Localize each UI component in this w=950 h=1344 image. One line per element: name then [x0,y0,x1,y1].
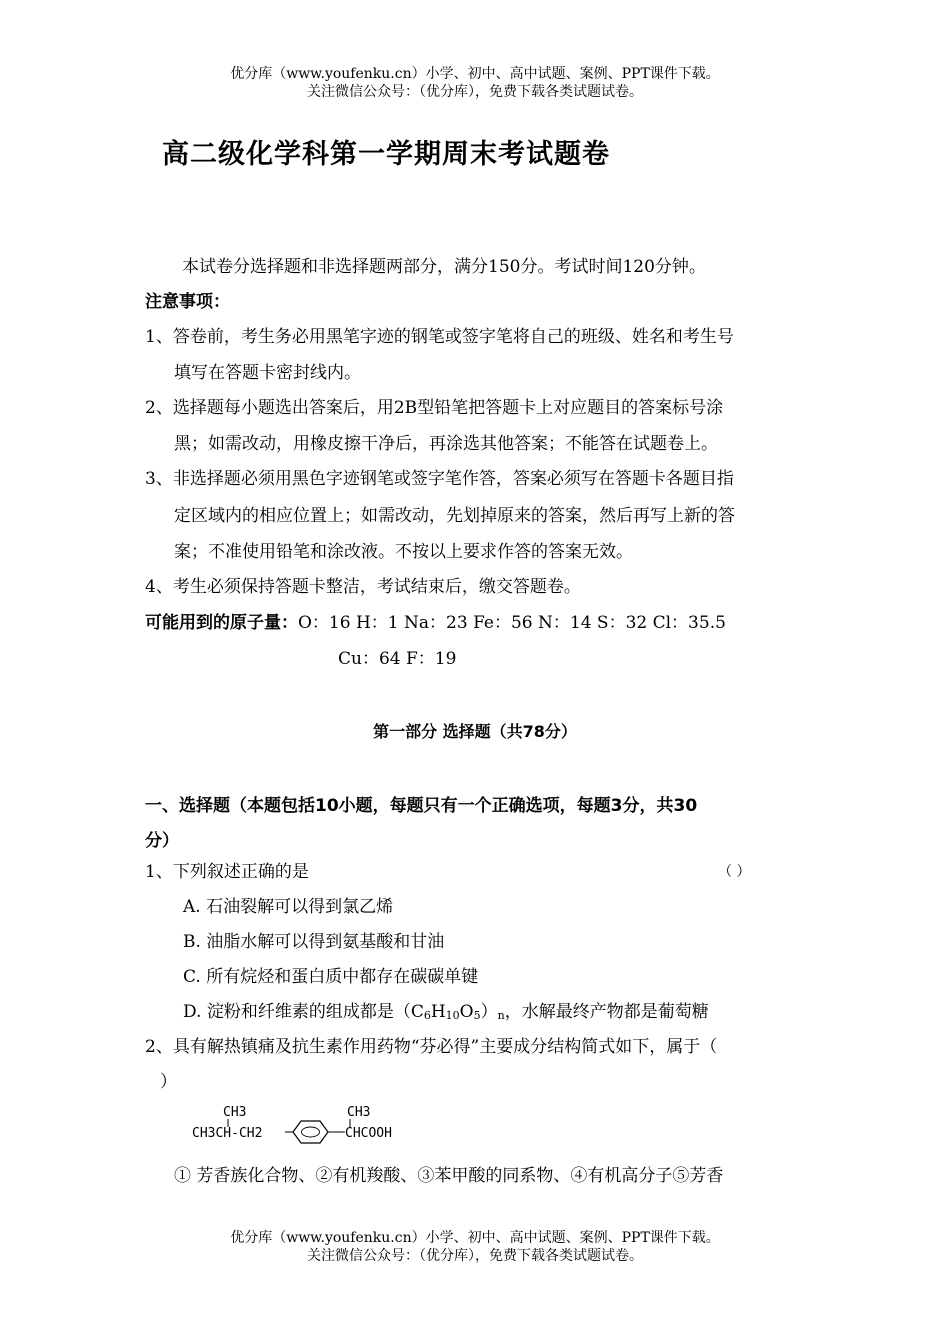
q1-option-d-mid-3: ） [480,1002,498,1022]
page-header-line-1: 优分库（www.youfenku.cn）小学、初中、高中试题、案例、PPT课件下载。 [230,66,720,82]
page-title: 高二级化学科第一学期周末考试题卷 [162,139,610,170]
q2-stem-line-1: 2、具有解热镇痛及抗生素作用药物“芬必得”主要成分结构简式如下，属于（ [145,1037,718,1057]
notice-item-1-line-2: 填写在答题卡密封线内。 [174,363,361,383]
q2-options-line: ① 芳香族化合物、②有机羧酸、③苯甲酸的同系物、④有机高分子⑤芳香 [174,1166,724,1186]
atomic-mass-line-1 [145,612,726,634]
q2-stem-line-2: ） [160,1072,177,1092]
page-header-line-2: 关注微信公众号：（优分库），免费下载各类试题试卷。 [307,84,643,100]
struct-left-chain: CH3CH-CH2 [192,1126,263,1141]
notice-item-3-line-2: 定区域内的相应位置上；如需改动，先划掉原来的答案，然后再写上新的答 [174,506,735,526]
section1-heading-line-2: 分） [145,831,179,851]
notice-item-4-line-1: 4、考生必须保持答题卡整洁，考试结束后，缴交答题卷。 [145,577,581,597]
q1-option-d-pre: D. 淀粉和纤维素的组成都是（C [183,1002,424,1022]
q1-option-d-sub-1: 6 [423,1009,431,1022]
q1-answer-bracket: （ ） [718,864,751,880]
benzene-ring [293,1121,328,1143]
atomic-mass-values: O：16 H：1 Na：23 Fe：56 N：14 S：32 Cl：35.5 [298,613,726,633]
notice-item-3-line-1: 3、非选择题必须用黑色字迹钢笔或签字笔作答，答案必须写在答题卡各题目指 [145,469,734,489]
notice-heading: 注意事项： [145,292,230,312]
notice-item-2-line-1: 2、选择题每小题选出答案后，用2B型铅笔把答题卡上对应题目的答案标号涂 [145,398,724,418]
struct-ch3-top-right: CH3 [347,1105,371,1120]
notice-item-3-line-3: 案；不准使用铅笔和涂改液。不按以上要求作答的答案无效。 [174,542,633,562]
part1-title: 第一部分 选择题（共78分） [373,722,577,741]
page-footer-line-2: 关注微信公众号：（优分库），免费下载各类试题试卷。 [307,1248,643,1264]
q1-option-a: A. 石油裂解可以得到氯乙烯 [183,897,394,917]
section1-heading-line-1: 一、选择题（本题包括10小题，每题只有一个正确选项，每题3分，共30 [145,796,698,816]
q1-option-d-mid-1: H [430,1002,446,1022]
benzene-ring-inner [302,1127,320,1137]
q1-option-d [183,1001,709,1027]
notice-item-2-line-2: 黑；如需改动，用橡皮擦干净后，再涂选其他答案；不能答在试题卷上。 [174,434,718,454]
intro-text: 本试卷分选择题和非选择题两部分，满分150分。考试时间120分钟。 [182,257,706,277]
atomic-mass-label: 可能用到的原子量： [145,613,298,633]
q1-option-d-post: ，水解最终产物都是葡萄糖 [504,1002,709,1022]
q1-option-d-sub-2: 10 [445,1009,460,1022]
q1-option-d-sub-4: n [497,1009,505,1022]
q1-stem: 1、下列叙述正确的是 [145,862,309,882]
ibuprofen-structure-diagram [185,1098,430,1148]
struct-ch3-top-left: CH3 [223,1105,247,1120]
q1-option-d-mid-2: O [459,1002,474,1022]
struct-right-chain: CHCOOH [345,1126,392,1141]
notice-item-1-line-1: 1、答卷前，考生务必用黑笔字迹的钢笔或签字笔将自己的班级、姓名和考生号 [145,327,734,347]
atomic-mass-line-2: Cu：64 F：19 [338,649,457,669]
q1-option-c: C. 所有烷烃和蛋白质中都存在碳碳单键 [183,967,479,987]
q1-option-b: B. 油脂水解可以得到氨基酸和甘油 [183,932,445,952]
page-footer-line-1: 优分库（www.youfenku.cn）小学、初中、高中试题、案例、PPT课件下载。 [230,1230,720,1246]
q1-option-d-sub-3: 5 [473,1009,481,1022]
